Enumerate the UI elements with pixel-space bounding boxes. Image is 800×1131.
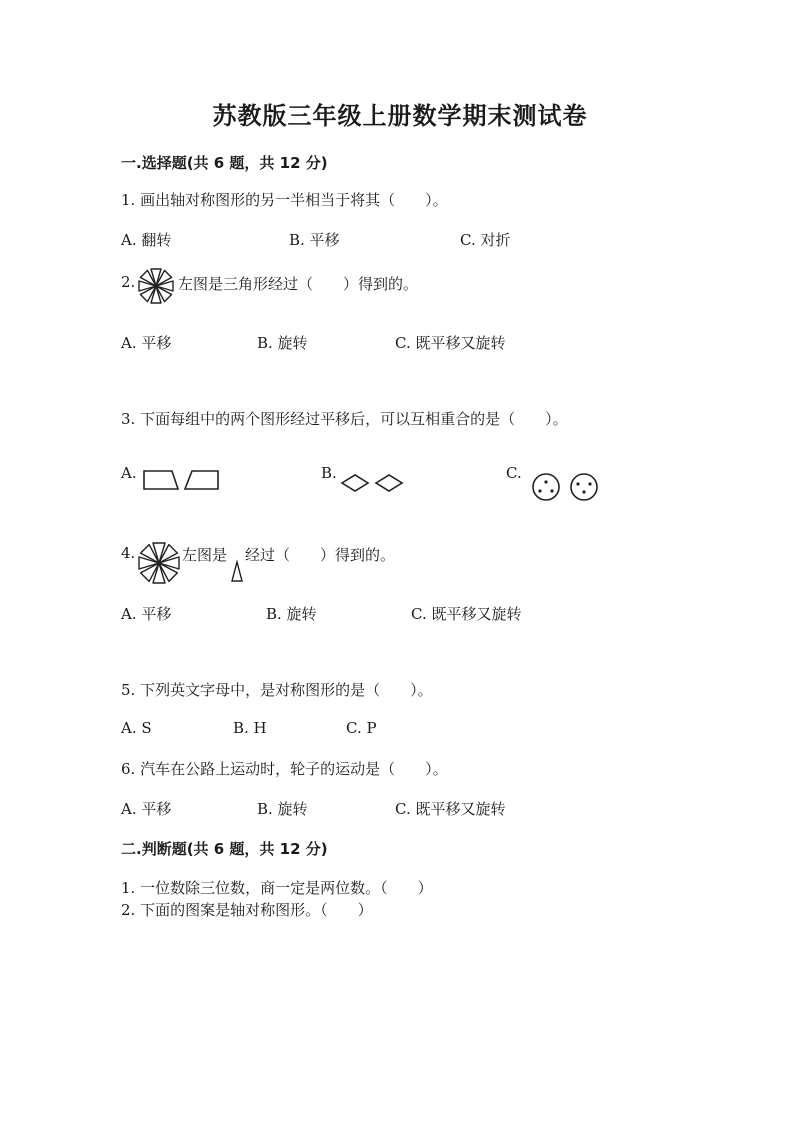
page-title: 苏教版三年级上册数学期末测试卷: [212, 101, 588, 130]
judgement-question-2: 2. 下面的图案是轴对称图形。（ ）: [121, 901, 373, 919]
q6-option-a: A. 平移: [121, 800, 172, 818]
q3-option-c: C.: [506, 464, 522, 482]
question-6: 6. 汽车在公路上运动时，轮子的运动是（ ）。: [121, 760, 448, 778]
question-4-number: 4.: [121, 544, 136, 562]
triangle-figure: [230, 560, 244, 584]
trapezoid-pair-figure: [142, 468, 222, 492]
question-2-number: 2.: [121, 273, 136, 291]
q1-option-b: B. 平移: [289, 231, 340, 249]
pinwheel-figure: [138, 266, 174, 306]
diamond-pair-figure: [340, 472, 406, 494]
q4-option-a: A. 平移: [121, 605, 172, 623]
circle-pair-figure: [530, 472, 602, 502]
q6-option-b: B. 旋转: [257, 800, 308, 818]
windmill-figure: [138, 541, 180, 585]
section-heading-choice: 一.选择题(共 6 题，共 12 分): [121, 154, 328, 172]
q1-option-a: A. 翻转: [121, 231, 172, 249]
q2-option-b: B. 旋转: [257, 334, 308, 352]
q5-option-b: B. H: [233, 719, 267, 737]
judgement-question-1: 1. 一位数除三位数，商一定是两位数。（ ）: [121, 879, 433, 897]
q2-option-c: C. 既平移又旋转: [395, 334, 506, 352]
question-2: 左图是三角形经过（ ）得到的。: [178, 275, 419, 293]
q4-option-b: B. 旋转: [266, 605, 317, 623]
question-5: 5. 下列英文字母中，是对称图形的是（ ）。: [121, 681, 433, 699]
question-3: 3. 下面每组中的两个图形经过平移后，可以互相重合的是（ ）。: [121, 410, 568, 428]
q6-option-c: C. 既平移又旋转: [395, 800, 506, 818]
question-4-part-b: 经过（ ）得到的。: [245, 546, 396, 564]
q4-option-c: C. 既平移又旋转: [411, 605, 522, 623]
q3-option-a: A.: [121, 464, 137, 482]
q1-option-c: C. 对折: [460, 231, 511, 249]
q5-option-a: A. S: [121, 719, 152, 737]
question-4-part-a: 左图是: [182, 546, 228, 564]
question-1: 1. 画出轴对称图形的另一半相当于将其（ ）。: [121, 191, 448, 209]
q2-option-a: A. 平移: [121, 334, 172, 352]
section-heading-judgement: 二.判断题(共 6 题，共 12 分): [121, 840, 328, 858]
q3-option-b: B.: [321, 464, 337, 482]
q5-option-c: C. P: [346, 719, 377, 737]
